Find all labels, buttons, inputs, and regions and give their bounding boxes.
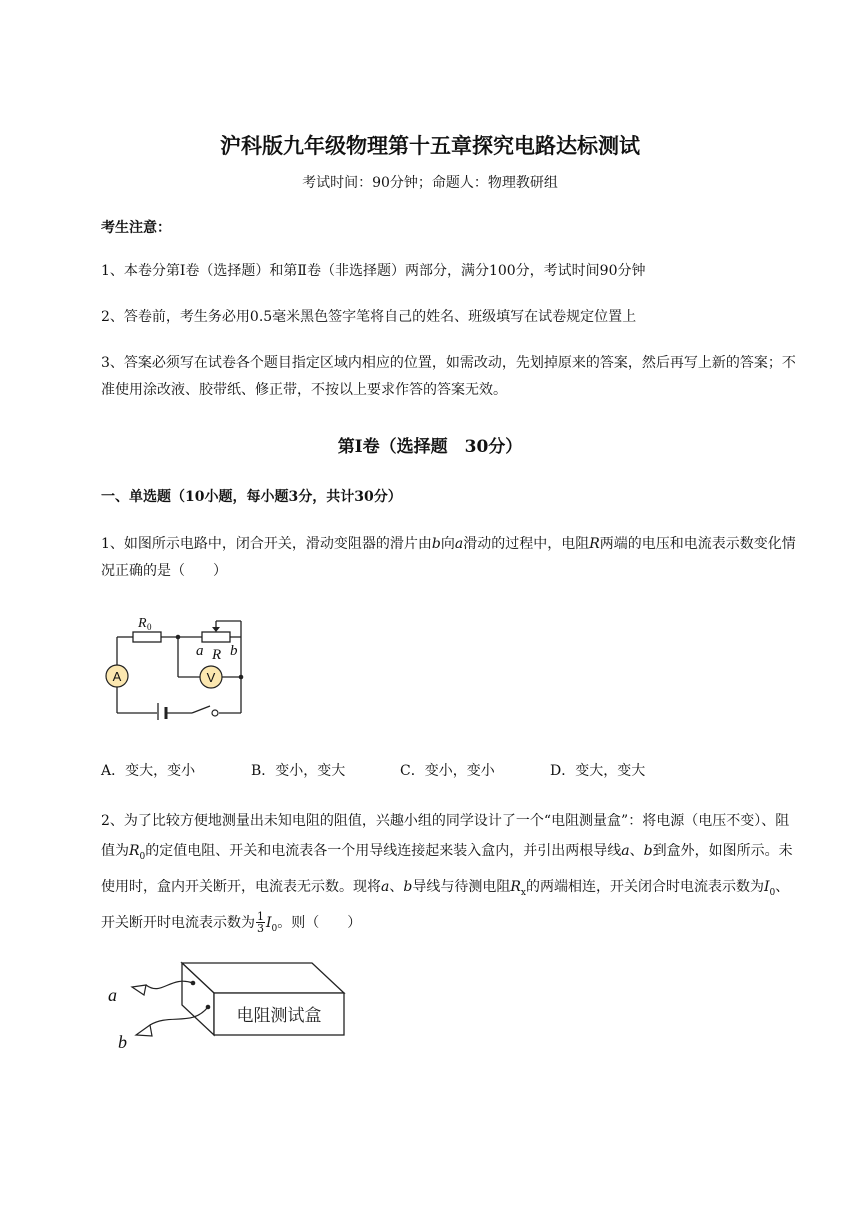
question-1 [101, 531, 801, 585]
q2-text: 、 [629, 843, 644, 859]
var-b: b [643, 843, 653, 859]
rheostat-label: R [212, 647, 222, 663]
var-a: a [381, 878, 390, 895]
r0-subscript: 0 [147, 622, 152, 632]
section-title: 第Ⅰ卷（选择题 30分） [337, 437, 523, 457]
notice-item-1: 1、本卷分第Ⅰ卷（选择题）和第Ⅱ卷（非选择题）两部分，满分100分，考试时间90分钟 [101, 263, 646, 279]
fraction-denominator: 3 [257, 922, 264, 936]
subscript: 0 [139, 851, 146, 862]
page-title: 沪科版九年级物理第十五章探究电路达标测试 [220, 133, 640, 158]
var-b: b [431, 536, 441, 552]
q1-options [101, 760, 645, 780]
notice-item-3: 3、答案必须写在试卷各个题目指定区域内相应的位置，如需改动，先划掉原来的答案，然后再写上新的答案；不准使用涂改液、胶带纸、修正带，不按以上要求作答的答案无效。 [101, 355, 796, 398]
subscript: 0 [271, 923, 278, 934]
subscript: 0 [769, 887, 776, 898]
exam-info: 考试时间：90分钟；命题人：物理教研组 [302, 175, 558, 191]
q1-text: 1、如图所示电路中，闭合开关，滑动变阻器的滑片由 [101, 536, 432, 552]
question-2 [101, 806, 801, 943]
circuit-diagram [100, 605, 260, 720]
var-i0: I [763, 878, 770, 895]
q2-text: 到盒外，如图所示。未使用时，盒内开关断开，电流表无示数。现将 [101, 843, 793, 895]
q2-text: 2、为了比较方便地测量出未知电阻的阻值，兴趣小组的同学设计了一个“电阻测量盒”：将电源（电压不变）、阻值为 [101, 813, 790, 859]
q1-text: 两端的电压和电流表示数变化情况正确的是（ ） [101, 536, 796, 579]
notice-heading: 考生注意： [101, 220, 171, 236]
var-a: a [454, 536, 464, 552]
option-a[interactable]: A．变大，变小 [101, 763, 196, 779]
fraction-numerator: 1 [257, 910, 264, 924]
var-b: b [403, 878, 413, 895]
option-b[interactable]: B．变小，变大 [251, 763, 346, 779]
var-r0: R [129, 843, 140, 859]
lead-b-label: b [118, 1032, 127, 1052]
resistance-test-box-figure [100, 955, 360, 1055]
notice-item-2: 2、答卷前，考生务必用0.5毫米黑色签字笔将自己的姓名、班级填写在试卷规定位置上 [101, 309, 637, 325]
terminal-b-label: b [230, 643, 238, 659]
q2-text: 的两端相连，开关闭合时电流表示数为 [525, 878, 764, 895]
option-d[interactable]: D．变大，变大 [550, 763, 646, 779]
var-r: R [589, 536, 600, 552]
q1-text: 滑动的过程中，电阻 [463, 536, 590, 552]
fraction-one-third [256, 911, 265, 934]
box-label: 电阻测试盒 [236, 1006, 322, 1026]
subscript: x [520, 887, 526, 898]
q2-text: 、开关断开时电流表示数为 [101, 878, 790, 931]
q1-text: 向 [440, 536, 455, 552]
q2-text: 导线与待测电阻 [412, 878, 511, 895]
option-c[interactable]: C．变小，变小 [400, 763, 495, 779]
q2-text: 、 [389, 878, 404, 895]
var-i0: I [266, 914, 272, 931]
r0-label: R [138, 616, 147, 631]
lead-a-label: a [108, 985, 117, 1005]
var-a: a [621, 843, 630, 859]
voltmeter-label: V [206, 670, 216, 685]
terminal-a-label: a [196, 643, 204, 659]
ammeter-label: A [112, 669, 122, 684]
q2-text: 。则（ ） [277, 914, 362, 931]
q2-text: 的定值电阻、开关和电流表各一个用导线连接起来装入盒内，并引出两根导线 [145, 843, 622, 859]
part-heading: 一、单选题（10小题，每小题3分，共计30分） [101, 489, 402, 505]
var-rx: R [510, 878, 521, 895]
